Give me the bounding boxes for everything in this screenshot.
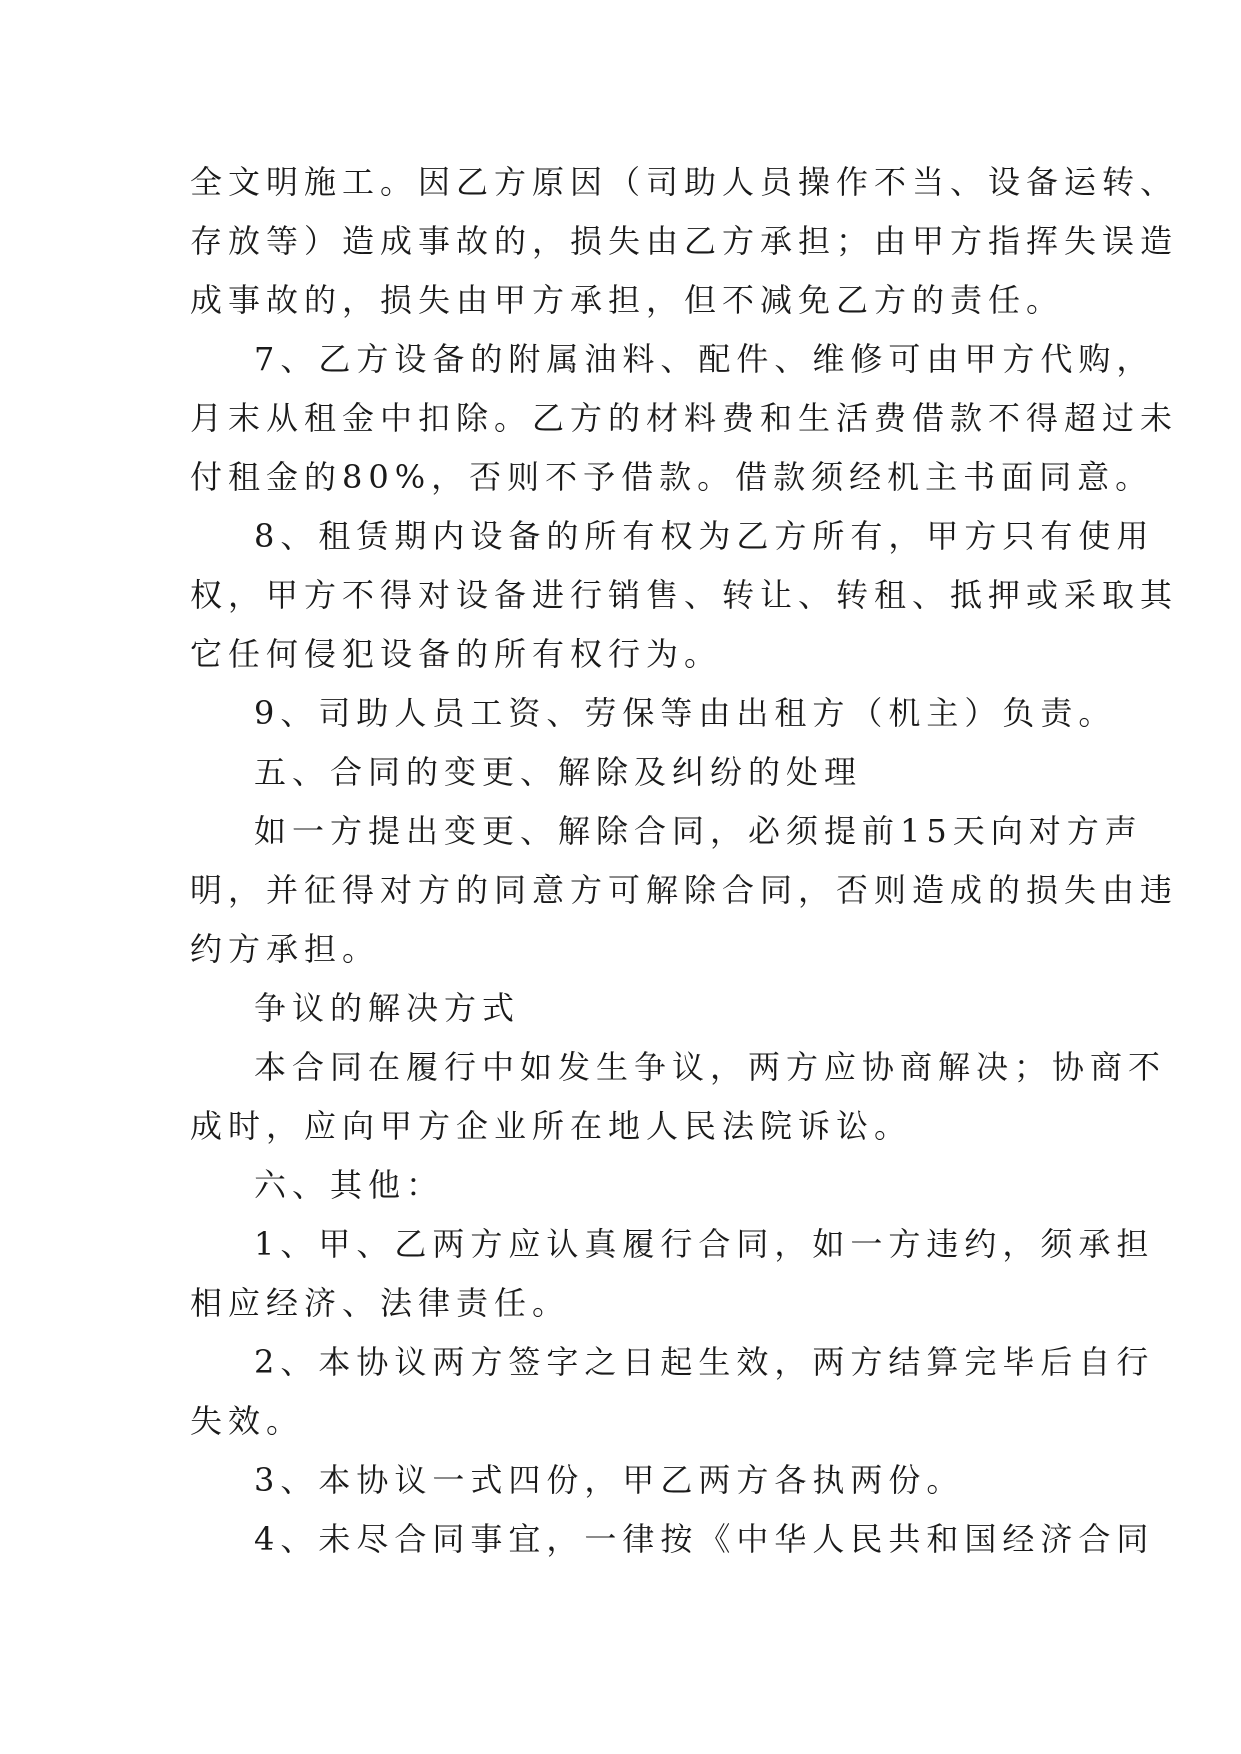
paragraph-other-1 (190, 1215, 1155, 1333)
text-line: 本合同在履行中如发生争议，两方应协商解决；协商不 (254, 1048, 1167, 1086)
text-line: 4、未尽合同事宜，一律按《中华人民共和国经济合同 (254, 1520, 1155, 1558)
text-line: 失效。 (190, 1402, 305, 1440)
section-heading: 六、其他： (254, 1166, 445, 1204)
text-line: 存放等）造成事故的，损失由乙方承担；由甲方指挥失误造 (190, 222, 1179, 260)
text-line: 月末从租金中扣除。乙方的材料费和生活费借款不得超过未 (190, 399, 1179, 437)
text-line: 8、租赁期内设备的所有权为乙方所有，甲方只有使用 (254, 517, 1155, 555)
document-body (190, 153, 1179, 1569)
text-line: 3、本协议一式四份，甲乙两方各执两份。 (254, 1461, 965, 1499)
text-line: 全文明施工。因乙方原因（司助人员操作不当、设备运转、 (190, 163, 1179, 201)
paragraph-item-9 (190, 684, 1117, 743)
section-heading-6 (190, 1156, 1070, 1215)
subheading: 争议的解决方式 (254, 989, 521, 1027)
text-line: 相应经济、法律责任。 (190, 1284, 571, 1322)
paragraph-item-8 (190, 507, 1179, 684)
paragraph-continuation (190, 153, 1179, 330)
paragraph-item-7 (190, 330, 1179, 507)
text-line: 明，并征得对方的同意方可解除合同，否则造成的损失由违 (190, 871, 1179, 909)
paragraph-other-2 (190, 1333, 1155, 1451)
text-line: 9、司助人员工资、劳保等由出租方（机主）负责。 (254, 694, 1117, 732)
text-line: 如一方提出变更、解除合同，必须提前15天向对方声 (254, 812, 1143, 850)
section-heading-5 (190, 743, 1070, 802)
section-heading: 五、合同的变更、解除及纠纷的处理 (254, 753, 863, 791)
text-line: 它任何侵犯设备的所有权行为。 (190, 635, 723, 673)
text-line: 2、本协议两方签字之日起生效，两方结算完毕后自行 (254, 1343, 1155, 1381)
text-line: 付租金的80%，否则不予借款。借款须经机主书面同意。 (190, 458, 1154, 496)
text-line: 权，甲方不得对设备进行销售、转让、转租、抵押或采取其 (190, 576, 1179, 614)
text-line: 1、甲、乙两方应认真履行合同，如一方违约，须承担 (254, 1225, 1155, 1263)
text-line: 成时，应向甲方企业所在地人民法院诉讼。 (190, 1107, 913, 1145)
text-line: 7、乙方设备的附属油料、配件、维修可由甲方代购， (254, 340, 1155, 378)
text-line: 成事故的，损失由甲方承担，但不减免乙方的责任。 (190, 281, 1065, 319)
paragraph-change-terms (190, 802, 1179, 979)
subheading-dispute (190, 979, 1070, 1038)
text-line: 约方承担。 (190, 930, 381, 968)
paragraph-other-4 (190, 1510, 1155, 1569)
paragraph-other-3 (190, 1451, 1070, 1510)
paragraph-dispute (190, 1038, 1167, 1156)
